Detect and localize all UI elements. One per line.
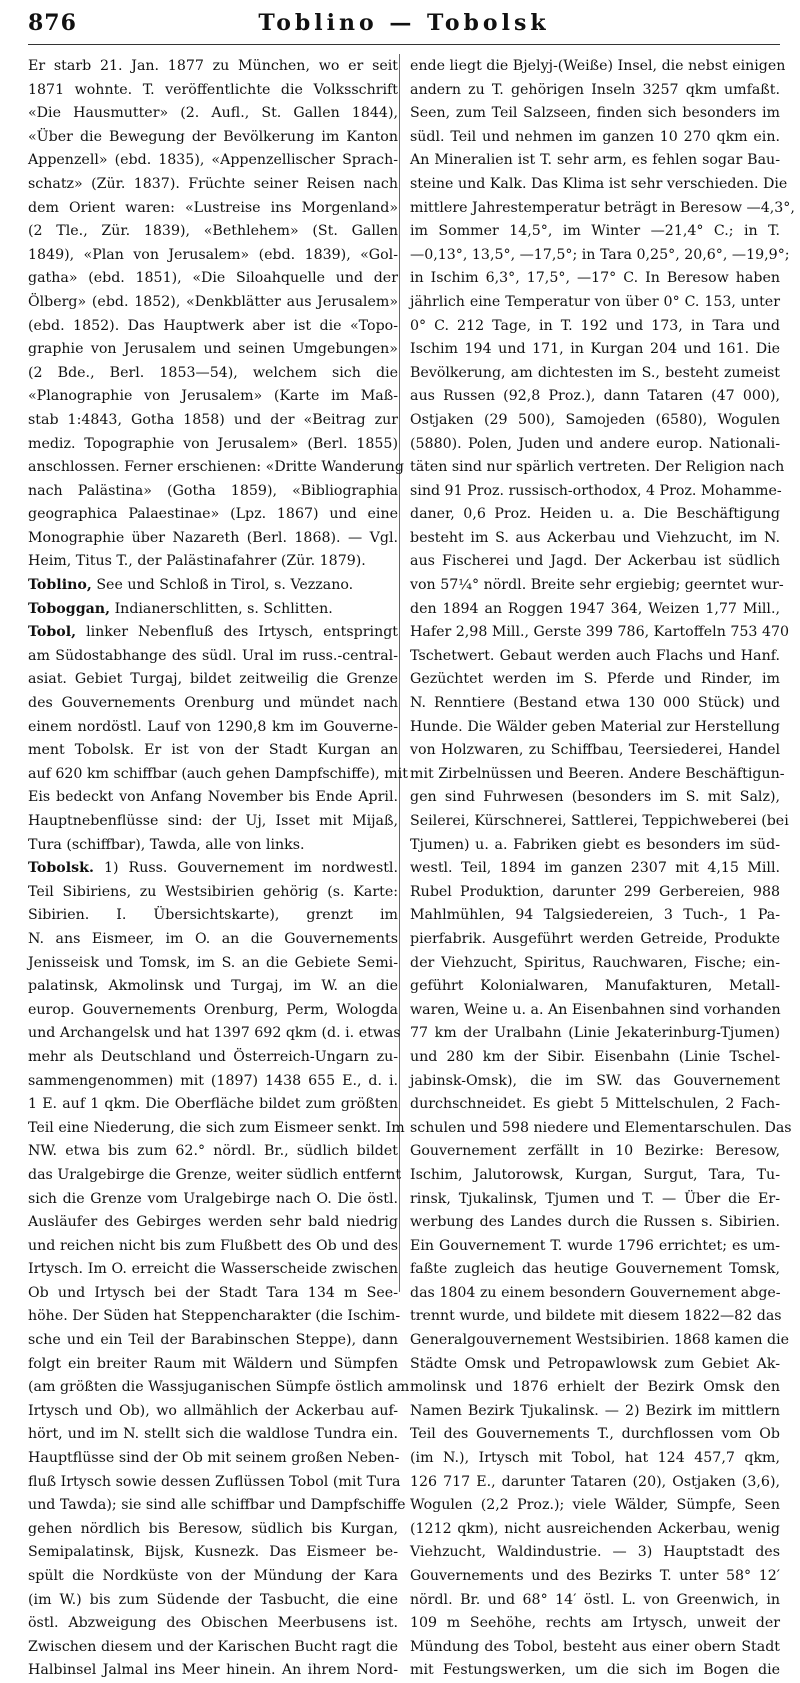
text-line	[410, 739, 780, 763]
line-text: Zwischen diesem und der Karischen Bucht ragt die	[28, 1638, 398, 1655]
line-text: «Planographie von Jerusalem» (Karte im Maß-	[28, 388, 398, 405]
line-text: palatinsk, Akmolinsk und Turgaj, im W. an die	[28, 978, 398, 995]
text-line	[410, 1235, 780, 1259]
column-divider	[399, 54, 400, 1292]
text-line	[410, 362, 780, 386]
line-text: von 57¼° nördl. Breite sehr ergiebig; geerntet wur-	[410, 577, 784, 594]
text-line	[28, 1518, 398, 1542]
line-text: mit Festungswerken, um die sich im Bogen die	[410, 1662, 780, 1679]
text-line	[28, 433, 398, 457]
text-line	[28, 1211, 398, 1235]
line-text: N. ans Eismeer, im O. an die Gouvernements	[28, 930, 398, 947]
line-text: Irtysch und Ob), wo allmählich der Ackerbau auf-	[28, 1402, 398, 1419]
line-text: das 1804 zu einem besondern Gouvernement abge-	[410, 1284, 781, 1301]
text-line	[410, 1093, 780, 1117]
text-line	[28, 952, 398, 976]
line-text: den 1894 an Roggen 1947 364, Weizen 1,77 Mill.,	[410, 600, 780, 617]
line-text: im Sommer 14,5°, im Winter —21,4° C.; in T.	[410, 223, 780, 240]
text-line	[28, 645, 398, 669]
text-line	[28, 810, 398, 834]
line-text: dem Orient waren: «Lustreise ins Morgenland»	[28, 199, 398, 216]
line-text: Viehzucht, Waldindustrie. — 3) Hauptstadt des	[410, 1544, 780, 1561]
right-column	[410, 55, 795, 1679]
text-line	[28, 197, 398, 221]
text-line	[28, 1376, 410, 1400]
line-text: steine und Kalk. Das Klima ist sehr verschieden. Die	[410, 175, 788, 192]
line-text: und Archangelsk und hat 1397 692 qkm (d. i. etwas	[28, 1025, 401, 1042]
line-text: (im W.) bis zum Südende der Tasbucht, die eine	[28, 1591, 398, 1608]
text-line	[410, 645, 780, 669]
line-text: Hunde. Die Wälder geben Material zur Herstellung	[410, 718, 780, 735]
text-line	[28, 126, 398, 150]
text-line	[410, 1022, 780, 1046]
text-line	[410, 763, 785, 787]
text-line	[28, 1329, 398, 1353]
line-text: spült die Nordküste von der Mündung der Kara	[28, 1568, 398, 1584]
line-text: Halbinsel Jalmal ins Meer hinein. An ihrem Nord-	[28, 1662, 398, 1679]
line-text: Namen Bezirk Tjukalinsk. — 2) Bezirk im mittlern	[410, 1402, 780, 1419]
text-line	[28, 904, 398, 928]
text-line	[28, 480, 398, 504]
line-text: westl. Teil, 1894 im ganzen 2307 mit 4,15 Mill.	[410, 860, 780, 877]
line-text: Gezüchtet werden im S. Pferde und Rinder, im	[410, 671, 780, 688]
text-line	[28, 668, 398, 692]
line-text: durchschneidet. Es giebt 5 Mittelschulen, 2 Fach-	[410, 1096, 780, 1113]
line-text: nach Palästina» (Gotha 1859), «Bibliographia	[28, 482, 398, 499]
text-line	[28, 1612, 398, 1636]
text-line	[28, 716, 398, 740]
text-line	[410, 1353, 780, 1377]
line-text: das Uralgebirge die Grenze, weiter südlich entfernt	[28, 1166, 402, 1183]
entry-headword: Toblino,	[28, 577, 92, 594]
text-line	[28, 1636, 398, 1660]
text-line	[410, 527, 780, 551]
line-text: sich die Grenze vom Uralgebirge nach O. Die östl.	[28, 1190, 398, 1207]
line-text: anschlossen. Ferner erschienen: «Dritte Wanderung	[28, 459, 404, 476]
line-text: nördl. Br. und 68° 14′ östl. L. von Greenwich, in	[410, 1591, 780, 1608]
line-text: ende liegt die Bjelyj-(Weiße) Insel, die nebst einigen	[410, 58, 786, 74]
text-line	[28, 621, 398, 645]
line-text: (2 Bde., Berl. 1853—54), welchem sich die	[28, 364, 398, 381]
text-line	[410, 244, 790, 268]
line-text: ment Tobolsk. Er ist von der Stadt Kurgan an	[28, 742, 398, 759]
text-line	[410, 1612, 780, 1636]
entry-headword: Tobol,	[28, 624, 77, 641]
line-text: 1871 wohnte. T. veröffentlichte die Volksschrift	[28, 81, 398, 98]
text-line	[410, 621, 790, 645]
text-line	[410, 550, 780, 574]
line-text: mit Zirbelnüssen und Beeren. Andere Beschäftigun-	[410, 765, 785, 782]
line-text: aus Fischerei und Jagd. Der Ackerbau ist südlich	[410, 553, 780, 570]
text-line	[410, 692, 780, 716]
line-text: Ein Gouvernement T. wurde 1796 errichtet; es um-	[410, 1237, 780, 1254]
line-text: geführt Kolonialwaren, Manufakturen, Metall-	[410, 978, 780, 995]
text-line	[410, 385, 780, 409]
text-line	[410, 716, 780, 740]
text-line	[410, 1070, 780, 1094]
text-line	[410, 1282, 780, 1306]
line-text: fluß Irtysch sowie dessen Zuflüssen Tobol (mit Tura	[28, 1473, 401, 1490]
line-text: Teil eine Niederung, die sich zum Eismeer senkt. Im	[28, 1119, 405, 1136]
text-line	[28, 1353, 398, 1377]
line-text: Hauptnebenflüsse sind: der Uj, Isset mit Mijaß,	[28, 813, 398, 829]
text-line	[28, 1282, 398, 1306]
line-text: Tschetwert. Gebaut werden auch Flachs und Hanf.	[410, 647, 780, 664]
line-text: Hauptflüsse sind der Ob mit seinem großen Neben-	[28, 1450, 400, 1467]
line-text: Sibirien. I. Übersichtskarte), grenzt im	[28, 907, 398, 924]
line-text: 1849), «Plan von Jerusalem» (ebd. 1839), «Gol-	[28, 246, 398, 263]
text-line	[28, 1140, 398, 1164]
text-line	[28, 244, 398, 268]
text-line	[410, 1423, 780, 1447]
text-line	[28, 149, 398, 173]
text-line	[28, 1565, 398, 1589]
line-text: sammengenommen) mit (1897) 1438 655 E., d. i.	[28, 1072, 398, 1089]
text-line	[28, 338, 398, 362]
text-line	[410, 952, 780, 976]
text-line	[410, 1541, 780, 1565]
text-line	[28, 173, 398, 197]
line-text: Teil Sibiriens, zu Westsibirien gehörig (s. Karte:	[28, 883, 398, 900]
text-line	[28, 550, 398, 574]
text-line	[410, 338, 780, 362]
text-line	[410, 1211, 780, 1235]
line-text: daner, 0,6 Proz. Heiden u. a. Die Beschäftigung	[410, 506, 780, 523]
text-line	[410, 409, 780, 433]
text-line	[410, 975, 780, 999]
line-text: einem nordöstl. Lauf von 1290,8 km im Gouverne-	[28, 718, 398, 735]
text-line	[410, 1494, 780, 1518]
line-text: jährlich eine Temperatur von über 0° C. 153, unter	[410, 293, 780, 310]
text-line	[410, 220, 780, 244]
line-text: Hafer 2,98 Mill., Gerste 399 786, Kartoffeln 753 470	[410, 624, 790, 641]
text-line	[410, 456, 785, 480]
text-line	[410, 1471, 780, 1495]
line-text: waren, Weine u. a. An Eisenbahnen sind vorhanden	[410, 1001, 781, 1018]
text-line	[410, 102, 780, 126]
text-line	[410, 1518, 780, 1542]
line-text: werbung des Landes durch die Russen s. Sibirien.	[410, 1214, 780, 1231]
line-text: Bevölkerung, am dichtesten im S., besteht zumeist	[410, 364, 780, 381]
line-text: (am größten die Wassjuganischen Sümpfe östlich am	[28, 1379, 410, 1396]
line-text: von Holzwaren, zu Schiffbau, Teersiederei, Handel	[410, 742, 780, 759]
text-line	[28, 1093, 398, 1117]
line-text: gehen nördlich bis Beresow, südlich bis Kurgan,	[28, 1520, 398, 1537]
line-text: Rubel Produktion, darunter 299 Gerbereien, 988	[410, 883, 780, 900]
line-text: trennt wurde, und bildete mit diesem 1822—82 das	[410, 1308, 782, 1325]
text-line	[410, 1589, 780, 1613]
text-line	[410, 1447, 780, 1471]
text-line	[28, 362, 398, 386]
running-title: Toblino — Tobolsk	[258, 10, 550, 36]
line-text: 0° C. 212 Tage, in T. 192 und 173, in Tara und	[410, 317, 780, 334]
line-text: andern zu T. gehörigen Inseln 3257 qkm umfaßt.	[410, 81, 780, 98]
text-line	[410, 433, 780, 457]
left-column	[28, 55, 410, 1679]
line-text: «Über die Bewegung der Bevölkerung im Kanton	[28, 128, 398, 145]
line-text: Generalgouvernement Westsibirien. 1868 kamen die	[410, 1332, 790, 1349]
line-text: Ob und Irtysch bei der Stadt Tara 134 m See-	[28, 1284, 398, 1301]
text-line	[410, 786, 780, 810]
line-text: NW. etwa bis zum 62.° nördl. Br., südlich bildet	[28, 1143, 398, 1160]
text-line	[410, 1400, 780, 1424]
text-line	[28, 1447, 398, 1471]
line-text: folgt ein breiter Raum mit Wäldern und Sümpfen	[28, 1355, 398, 1372]
line-text: auf 620 km schiffbar (auch gehen Dampfschiffe), mit	[28, 765, 408, 782]
text-line	[410, 291, 780, 315]
line-text: (ebd. 1852). Das Hauptwerk aber ist die «Topo-	[28, 317, 398, 334]
line-text: 77 km der Uralbahn (Linie Jekaterinburg-Tjumen)	[410, 1025, 780, 1042]
text-line	[28, 55, 398, 79]
line-text: Tura (schiffbar), Tawda, alle von links.	[28, 836, 305, 853]
line-text: Tjumen) u. a. Fabriken giebt es besonders im süd-	[410, 836, 780, 853]
text-line	[410, 503, 780, 527]
text-line	[410, 1305, 780, 1329]
line-text: Gouvernement zerfällt in 10 Bezirke: Beresow,	[410, 1143, 780, 1160]
line-text: und 280 km der Sibir. Eisenbahn (Linie Tschel-	[410, 1048, 780, 1065]
line-text: aus Russen (92,8 Proz.), dann Tataren (47 000),	[410, 388, 780, 405]
line-text: (im N.), Irtysch mit Tobol, hat 124 457,7 qkm,	[410, 1450, 780, 1467]
line-text: jabinsk-Omsk), die im SW. das Gouvernement	[410, 1072, 780, 1089]
text-line	[28, 220, 398, 244]
text-line	[28, 692, 398, 716]
line-text: —0,13°, 13,5°, —17,5°; in Tara 0,25°, 20,6°, —19,9°;	[410, 246, 790, 263]
line-text: asiat. Gebiet Turgaj, bildet zeitweilig die Grenze	[28, 671, 398, 688]
text-line	[28, 315, 398, 339]
line-text: stab 1:4843, Gotha 1858) und der «Beitrag zur	[28, 411, 398, 428]
text-line	[410, 881, 780, 905]
line-text: sche und ein Teil der Barabinschen Steppe), dann	[28, 1332, 398, 1349]
text-line	[410, 1164, 780, 1188]
line-text: 1) Russ. Gouvernement im nordwestl.	[93, 860, 398, 877]
line-text: (1212 qkm), nicht ausreichenden Ackerbau, wenig	[410, 1520, 780, 1537]
text-line	[410, 480, 780, 504]
line-text: Semipalatinsk, Bijsk, Kusnezk. Das Eismeer be-	[28, 1544, 398, 1561]
text-line	[28, 928, 398, 952]
text-line	[410, 834, 780, 858]
text-line	[410, 1376, 780, 1400]
text-line	[410, 857, 780, 881]
text-line	[410, 1046, 780, 1070]
text-line	[28, 1070, 398, 1094]
text-line	[410, 79, 780, 103]
line-text: Indianerschlitten, s. Schlitten.	[110, 600, 333, 617]
line-text: des Gouvernements Orenburg und mündet nach	[28, 695, 398, 712]
text-line	[28, 1541, 398, 1565]
line-text: höhe. Der Süden hat Steppencharakter (die Ischim-	[28, 1308, 401, 1325]
text-line	[410, 149, 780, 173]
text-line	[28, 1305, 401, 1329]
line-text: rinsk, Tjukalinsk, Tjumen und T. — Über die Er-	[410, 1190, 780, 1207]
text-line	[410, 315, 780, 339]
line-text: Irtysch. Im O. erreicht die Wasserscheide zwischen	[28, 1261, 398, 1278]
text-line	[28, 1117, 405, 1141]
line-text: Jenisseisk und Tomsk, im S. an die Gebiete Semi-	[28, 954, 398, 971]
line-text: am Südostabhange des südl. Ural im russ.-central-	[28, 647, 398, 664]
entry-headword: Toboggan,	[28, 600, 111, 617]
line-text: täten sind nur spärlich vertreten. Der Religion nach	[410, 459, 785, 476]
line-text: (2 Tle., Zür. 1839), «Bethlehem» (St. Gallen	[28, 223, 398, 240]
text-line	[410, 598, 780, 622]
line-text: molinsk und 1876 erhielt der Bezirk Omsk den	[410, 1379, 780, 1396]
line-text: 1 E. auf 1 qkm. Die Oberfläche bildet zum größten	[28, 1096, 398, 1113]
line-text: linker Nebenfluß des Irtysch, entspringt	[76, 624, 398, 641]
line-text: Teil des Gouvernements T., durchflossen vom Ob	[410, 1426, 780, 1443]
line-text: Ischim 194 und 171, in Kurgan 204 und 161. Die	[410, 341, 780, 358]
line-text: faßte zugleich das heutige Gouvernement Tomsk,	[410, 1261, 780, 1278]
text-line	[28, 857, 398, 881]
text-line	[410, 1258, 780, 1282]
text-line	[28, 79, 398, 103]
line-text: Seen, zum Teil Salzseen, finden sich besonders im	[410, 105, 780, 122]
text-line	[28, 1494, 406, 1518]
text-line	[410, 267, 780, 291]
text-line	[410, 173, 788, 197]
line-text: gen sind Fuhrwesen (besonders im S. mit Salz),	[410, 789, 780, 806]
text-line	[410, 1329, 790, 1353]
line-text: und Tawda); sie sind alle schiffbar und Dampfschiffe	[28, 1497, 406, 1514]
line-text: Monographie über Nazareth (Berl. 1868). — Vgl.	[28, 529, 398, 546]
line-text: südl. Teil und nehmen im ganzen 10 270 qkm ein.	[410, 128, 780, 145]
text-line	[410, 197, 795, 221]
line-text: östl. Abzweigung des Obischen Meerbusens ist.	[28, 1615, 398, 1632]
text-line	[28, 1400, 398, 1424]
text-line	[410, 1659, 780, 1683]
line-text: Wogulen (2,2 Proz.); viele Wälder, Sümpfe, Seen	[410, 1497, 780, 1514]
text-line	[28, 102, 398, 126]
line-text: Mündung des Tobol, besteht aus einer obern Stadt	[410, 1638, 780, 1655]
line-text: mehr als Deutschland und Österreich-Ungarn zu-	[28, 1048, 398, 1065]
entry-headword: Tobolsk.	[28, 860, 94, 877]
text-line	[28, 267, 398, 291]
text-line	[28, 503, 398, 527]
text-line	[28, 1188, 398, 1212]
text-line	[410, 126, 780, 150]
line-text: Mahlmühlen, 94 Talgsiedereien, 3 Tuch-, 1 Pa-	[410, 907, 780, 924]
text-line	[410, 1140, 780, 1164]
text-line	[28, 1471, 401, 1495]
text-line	[28, 1258, 398, 1282]
text-line	[28, 456, 404, 480]
line-text: Ostjaken (29 500), Samojeden (6580), Wogulen	[410, 411, 780, 428]
text-line	[28, 834, 398, 858]
line-text: Gouvernements und des Bezirks T. unter 58° 12′	[410, 1568, 780, 1584]
line-text: Ölberg» (ebd. 1852), «Denkblätter aus Jerusalem»	[28, 293, 398, 310]
line-text: Seilerei, Kürschnerei, Sattlerei, Teppichweberei (bei	[410, 813, 789, 829]
line-text: 109 m Seehöhe, rechts am Irtysch, unweit der	[410, 1615, 780, 1632]
text-line	[410, 668, 780, 692]
line-text: der Viehzucht, Spiritus, Rauchwaren, Fische; ein-	[410, 954, 780, 971]
text-line	[410, 1117, 792, 1141]
text-line	[28, 739, 398, 763]
line-text: N. Renntiere (Bestand etwa 130 000 Stück) und	[410, 695, 780, 712]
line-text: und reichen nicht bis zum Flußbett des Ob und des	[28, 1237, 398, 1254]
line-text: gatha» (ebd. 1851), «Die Siloahquelle und der	[28, 270, 398, 287]
text-line	[28, 1022, 401, 1046]
line-text: europ. Gouvernements Orenburg, Perm, Wologda	[28, 1001, 398, 1018]
text-line	[28, 763, 408, 787]
line-text: Appenzell» (ebd. 1835), «Appenzellischer Sprach-	[28, 152, 398, 169]
line-text: in Ischim 6,3°, 17,5°, —17° C. In Beresow haben	[410, 270, 780, 287]
text-line	[28, 1659, 398, 1683]
text-line	[410, 574, 784, 598]
text-line	[410, 999, 780, 1023]
line-text: schatz» (Zür. 1837). Früchte seiner Reisen nach	[28, 175, 398, 192]
text-line	[28, 385, 398, 409]
line-text: See und Schloß in Tirol, s. Vezzano.	[91, 577, 354, 594]
text-line	[410, 928, 780, 952]
line-text: Heim, Titus T., der Palästinafahrer (Zür. 1879).	[28, 553, 366, 570]
line-text: schulen und 598 niedere und Elementarschulen. Das	[410, 1119, 792, 1136]
text-line	[410, 55, 786, 79]
text-line	[28, 527, 398, 551]
line-text: besteht im S. aus Ackerbau und Viehzucht, im N.	[410, 529, 780, 546]
line-text: Ausläufer des Gebirges werden sehr bald niedrig	[28, 1214, 398, 1231]
page-number: 876	[28, 10, 77, 36]
text-line	[28, 1423, 398, 1447]
text-line	[28, 291, 398, 315]
text-line	[28, 999, 398, 1023]
text-line	[410, 904, 780, 928]
line-text: pierfabrik. Ausgeführt werden Getreide, Produkte	[410, 930, 780, 947]
text-line	[28, 1589, 398, 1613]
line-text: hört, und im N. stellt sich die waldlose Tundra ein.	[28, 1426, 398, 1443]
line-text: (5880). Polen, Juden und andere europ. Nationali-	[410, 435, 780, 452]
page-header	[28, 10, 780, 45]
text-line	[28, 1164, 402, 1188]
line-text: Städte Omsk und Petropawlowsk zum Gebiet Ak-	[410, 1355, 780, 1372]
line-text: 126 717 E., darunter Tataren (20), Ostjaken (3,6),	[410, 1473, 780, 1490]
text-line	[410, 1565, 780, 1589]
text-line	[28, 881, 398, 905]
text-line	[410, 1188, 780, 1212]
text-line	[28, 1046, 398, 1070]
line-text: geographica Palaestinae» (Lpz. 1867) und eine	[28, 506, 398, 523]
text-line	[28, 409, 398, 433]
text-line	[28, 975, 398, 999]
line-text: Eis bedeckt von Anfang November bis Ende April.	[28, 789, 398, 806]
line-text: «Die Hausmutter» (2. Aufl., St. Gallen 1844),	[28, 105, 398, 122]
line-text: mittlere Jahrestemperatur beträgt in Beresow —4,3°,	[410, 199, 795, 216]
line-text: Ischim, Jalutorowsk, Kurgan, Surgut, Tara, Tu-	[410, 1166, 780, 1183]
text-line	[410, 1636, 780, 1660]
text-line	[28, 1235, 398, 1259]
line-text: Er starb 21. Jan. 1877 zu München, wo er seit	[28, 58, 398, 74]
text-line	[28, 786, 398, 810]
text-line	[28, 574, 398, 598]
text-line	[410, 810, 789, 834]
line-text: mediz. Topographie von Jerusalem» (Berl. 1855)	[28, 435, 398, 452]
line-text: graphie von Jerusalem und seinen Umgebungen»	[28, 341, 398, 358]
text-line	[28, 598, 398, 622]
line-text: An Mineralien ist T. sehr arm, es fehlen sogar Bau-	[410, 152, 780, 169]
line-text: sind 91 Proz. russisch-orthodox, 4 Proz. Mohamme-	[410, 482, 782, 499]
